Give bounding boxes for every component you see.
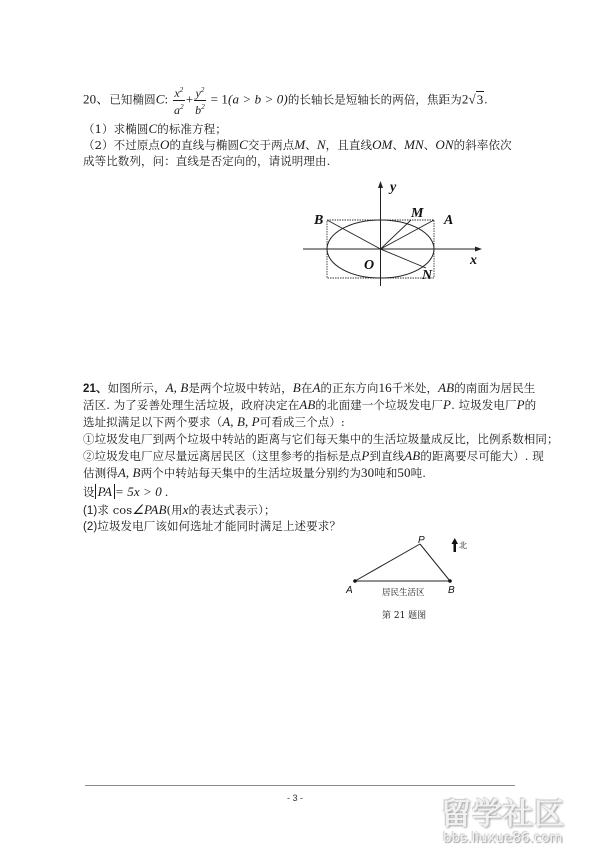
var: A, B, P: [222, 414, 260, 429]
part-label: （2）: [83, 138, 114, 152]
text: 的北面建一个垃圾发电厂: [315, 398, 444, 412]
exponent: 2: [180, 103, 184, 111]
text: 的斜率依次: [453, 138, 512, 152]
sep: 、: [305, 138, 317, 152]
label-N: N: [422, 268, 433, 283]
text: 的直线与椭圆: [169, 138, 240, 152]
numerator: x: [174, 86, 180, 100]
var: AB: [299, 397, 316, 412]
var: A, B: [165, 380, 189, 395]
text: ②垃圾发电厂应尽量远离居民区（这里参考的指标是点: [83, 449, 362, 463]
text: 千米处，: [391, 381, 439, 395]
problem-20-part-2-line-2: 成等比数列，问：直线是否定向的，请说明理由.: [83, 154, 331, 168]
text: 选址拟满足以下两个要求（: [83, 415, 223, 429]
number: 16: [378, 380, 392, 395]
line-OB: [327, 220, 381, 249]
problem-21-question-1: [83, 502, 276, 519]
fraction-x-over-a: [173, 84, 185, 117]
fraction-y-over-b: [194, 84, 206, 117]
problem-21-let-statement: [83, 484, 169, 500]
focal-coef: 2: [461, 91, 469, 107]
var: AB: [404, 448, 421, 463]
text: 交于两点: [247, 138, 295, 152]
watermark-url: bbs.liuxue86.com: [443, 830, 563, 846]
sep: 、: [392, 138, 405, 152]
var: OM: [372, 137, 393, 152]
period: .: [484, 91, 488, 107]
label-north: 北: [459, 541, 467, 550]
var: C: [148, 121, 158, 136]
label-residential-area: 居民生活区: [382, 588, 425, 598]
label-P: P: [418, 535, 425, 546]
ellipse-var: C: [155, 91, 165, 107]
number: 50: [397, 465, 411, 480]
text: . 垃圾发电厂: [451, 398, 517, 412]
problem-21-line-1: [83, 380, 535, 397]
var: C: [239, 137, 248, 152]
problem-21-requirement-1: ①垃圾发电厂到两个垃圾中转站的距离与它们每天集中的生活垃圾量成反比，比例系数相同；: [83, 432, 559, 446]
problem-21-line-3: [83, 414, 345, 430]
figure-21-triangle-diagram: [340, 530, 480, 602]
var: N: [316, 137, 326, 152]
text: 在: [300, 381, 313, 395]
exponent: 2: [200, 86, 205, 94]
colon: :: [164, 91, 169, 107]
var: P: [443, 397, 452, 412]
label-A: A: [444, 213, 454, 228]
var: A, B: [117, 465, 141, 480]
problem-21-requirement-2: [83, 448, 544, 464]
label-x: x: [470, 253, 477, 268]
point-A: [353, 579, 357, 583]
var: P: [361, 448, 370, 463]
point-B: [448, 579, 452, 583]
numerator: y: [195, 86, 201, 100]
question-label: (2): [83, 521, 98, 533]
label-A: A: [346, 585, 353, 596]
problem-20-part-1: [83, 121, 227, 137]
text: 到直线: [369, 449, 405, 463]
y-axis-arrow-icon: [378, 181, 383, 188]
expression: = 5x > 0 .: [115, 484, 169, 499]
label-y: y: [390, 180, 397, 195]
var: MN: [404, 137, 424, 152]
footer-divider: [85, 785, 515, 786]
var: O: [160, 137, 170, 152]
text: 的表达式表示）；: [188, 503, 276, 517]
var: M: [294, 137, 306, 152]
problem-number: 20、: [83, 91, 110, 107]
abs-PA: PA: [95, 484, 115, 499]
text: 垃圾发电厂该如何选址才能同时满足上述要求？: [97, 519, 341, 533]
text: 两个中转站每天集中的生活垃圾量分别约为: [140, 466, 362, 480]
var: A: [312, 380, 321, 395]
text: 活区. 为了妥善处理生活垃圾，政府决定在: [83, 398, 300, 412]
text: 的标准方程；: [157, 122, 227, 136]
equals-one: = 1: [210, 91, 229, 107]
north-arrow-icon: [452, 538, 459, 552]
problem-21-line-2: [83, 397, 536, 413]
watermark-title: 留学社区: [441, 797, 565, 832]
text: 如图所示，: [107, 381, 166, 395]
exponent: 2: [179, 86, 184, 94]
var: x: [182, 502, 189, 517]
sqrt-radicand: 3: [476, 91, 484, 107]
text: 的南面为居民生: [454, 381, 536, 395]
text: 求 cos: [97, 503, 133, 517]
text: 是两个垃圾中转站，: [188, 381, 293, 395]
line-OA: [381, 220, 435, 249]
label-M: M: [411, 206, 424, 221]
text: 求椭圆: [113, 122, 149, 136]
figure-20-ellipse-diagram: [300, 175, 500, 295]
text: 的正东方向: [320, 381, 379, 395]
text: 吨.: [410, 466, 426, 480]
figure-21-caption: 第 21 题图: [382, 611, 427, 621]
statement-text: 已知椭圆: [109, 92, 156, 107]
segment-PB: [420, 544, 450, 581]
problem-20-statement: [83, 84, 488, 117]
text: (用: [166, 503, 183, 517]
page-number: - 3 -: [287, 793, 304, 803]
denominator: a: [173, 103, 181, 117]
denominator: b: [195, 103, 202, 117]
text: 估测得: [83, 466, 118, 480]
label-O: O: [364, 258, 375, 273]
plus-sign: +: [185, 91, 194, 107]
problem-20-part-2-line-1: [83, 137, 512, 153]
text: 不过原点: [113, 138, 161, 152]
text: 吨和: [374, 466, 398, 480]
line-ON: [381, 249, 427, 268]
number: 30: [361, 465, 375, 480]
label-B: B: [448, 585, 455, 596]
var: B: [292, 380, 301, 395]
text: 可看成三个点）:: [259, 415, 345, 429]
var: AB: [438, 380, 455, 395]
watermark: [441, 797, 600, 848]
text: ，且直线: [325, 138, 373, 152]
problem-21-question-2: [83, 518, 341, 535]
exponent: 2: [201, 103, 205, 111]
sqrt-sign: √: [468, 91, 476, 107]
angle: ∠PAB: [132, 502, 167, 517]
var: P: [516, 397, 525, 412]
part-label: （1）: [83, 122, 114, 136]
sep: 、: [423, 138, 436, 152]
x-axis-arrow-icon: [475, 247, 482, 252]
condition: (a > b > 0): [228, 91, 288, 107]
problem-number: 21、: [83, 383, 108, 395]
question-label: (1): [83, 505, 98, 517]
text: 的距离要尽可能大）. 现: [420, 449, 544, 463]
segment-AP: [355, 544, 420, 581]
var: ON: [435, 137, 454, 152]
label-B: B: [314, 213, 324, 228]
text: 的: [524, 398, 537, 412]
statement-text: 的长轴长是短轴长的两倍，焦距为: [287, 92, 462, 107]
problem-21-line-6: [83, 465, 426, 481]
text: 设: [83, 485, 95, 499]
